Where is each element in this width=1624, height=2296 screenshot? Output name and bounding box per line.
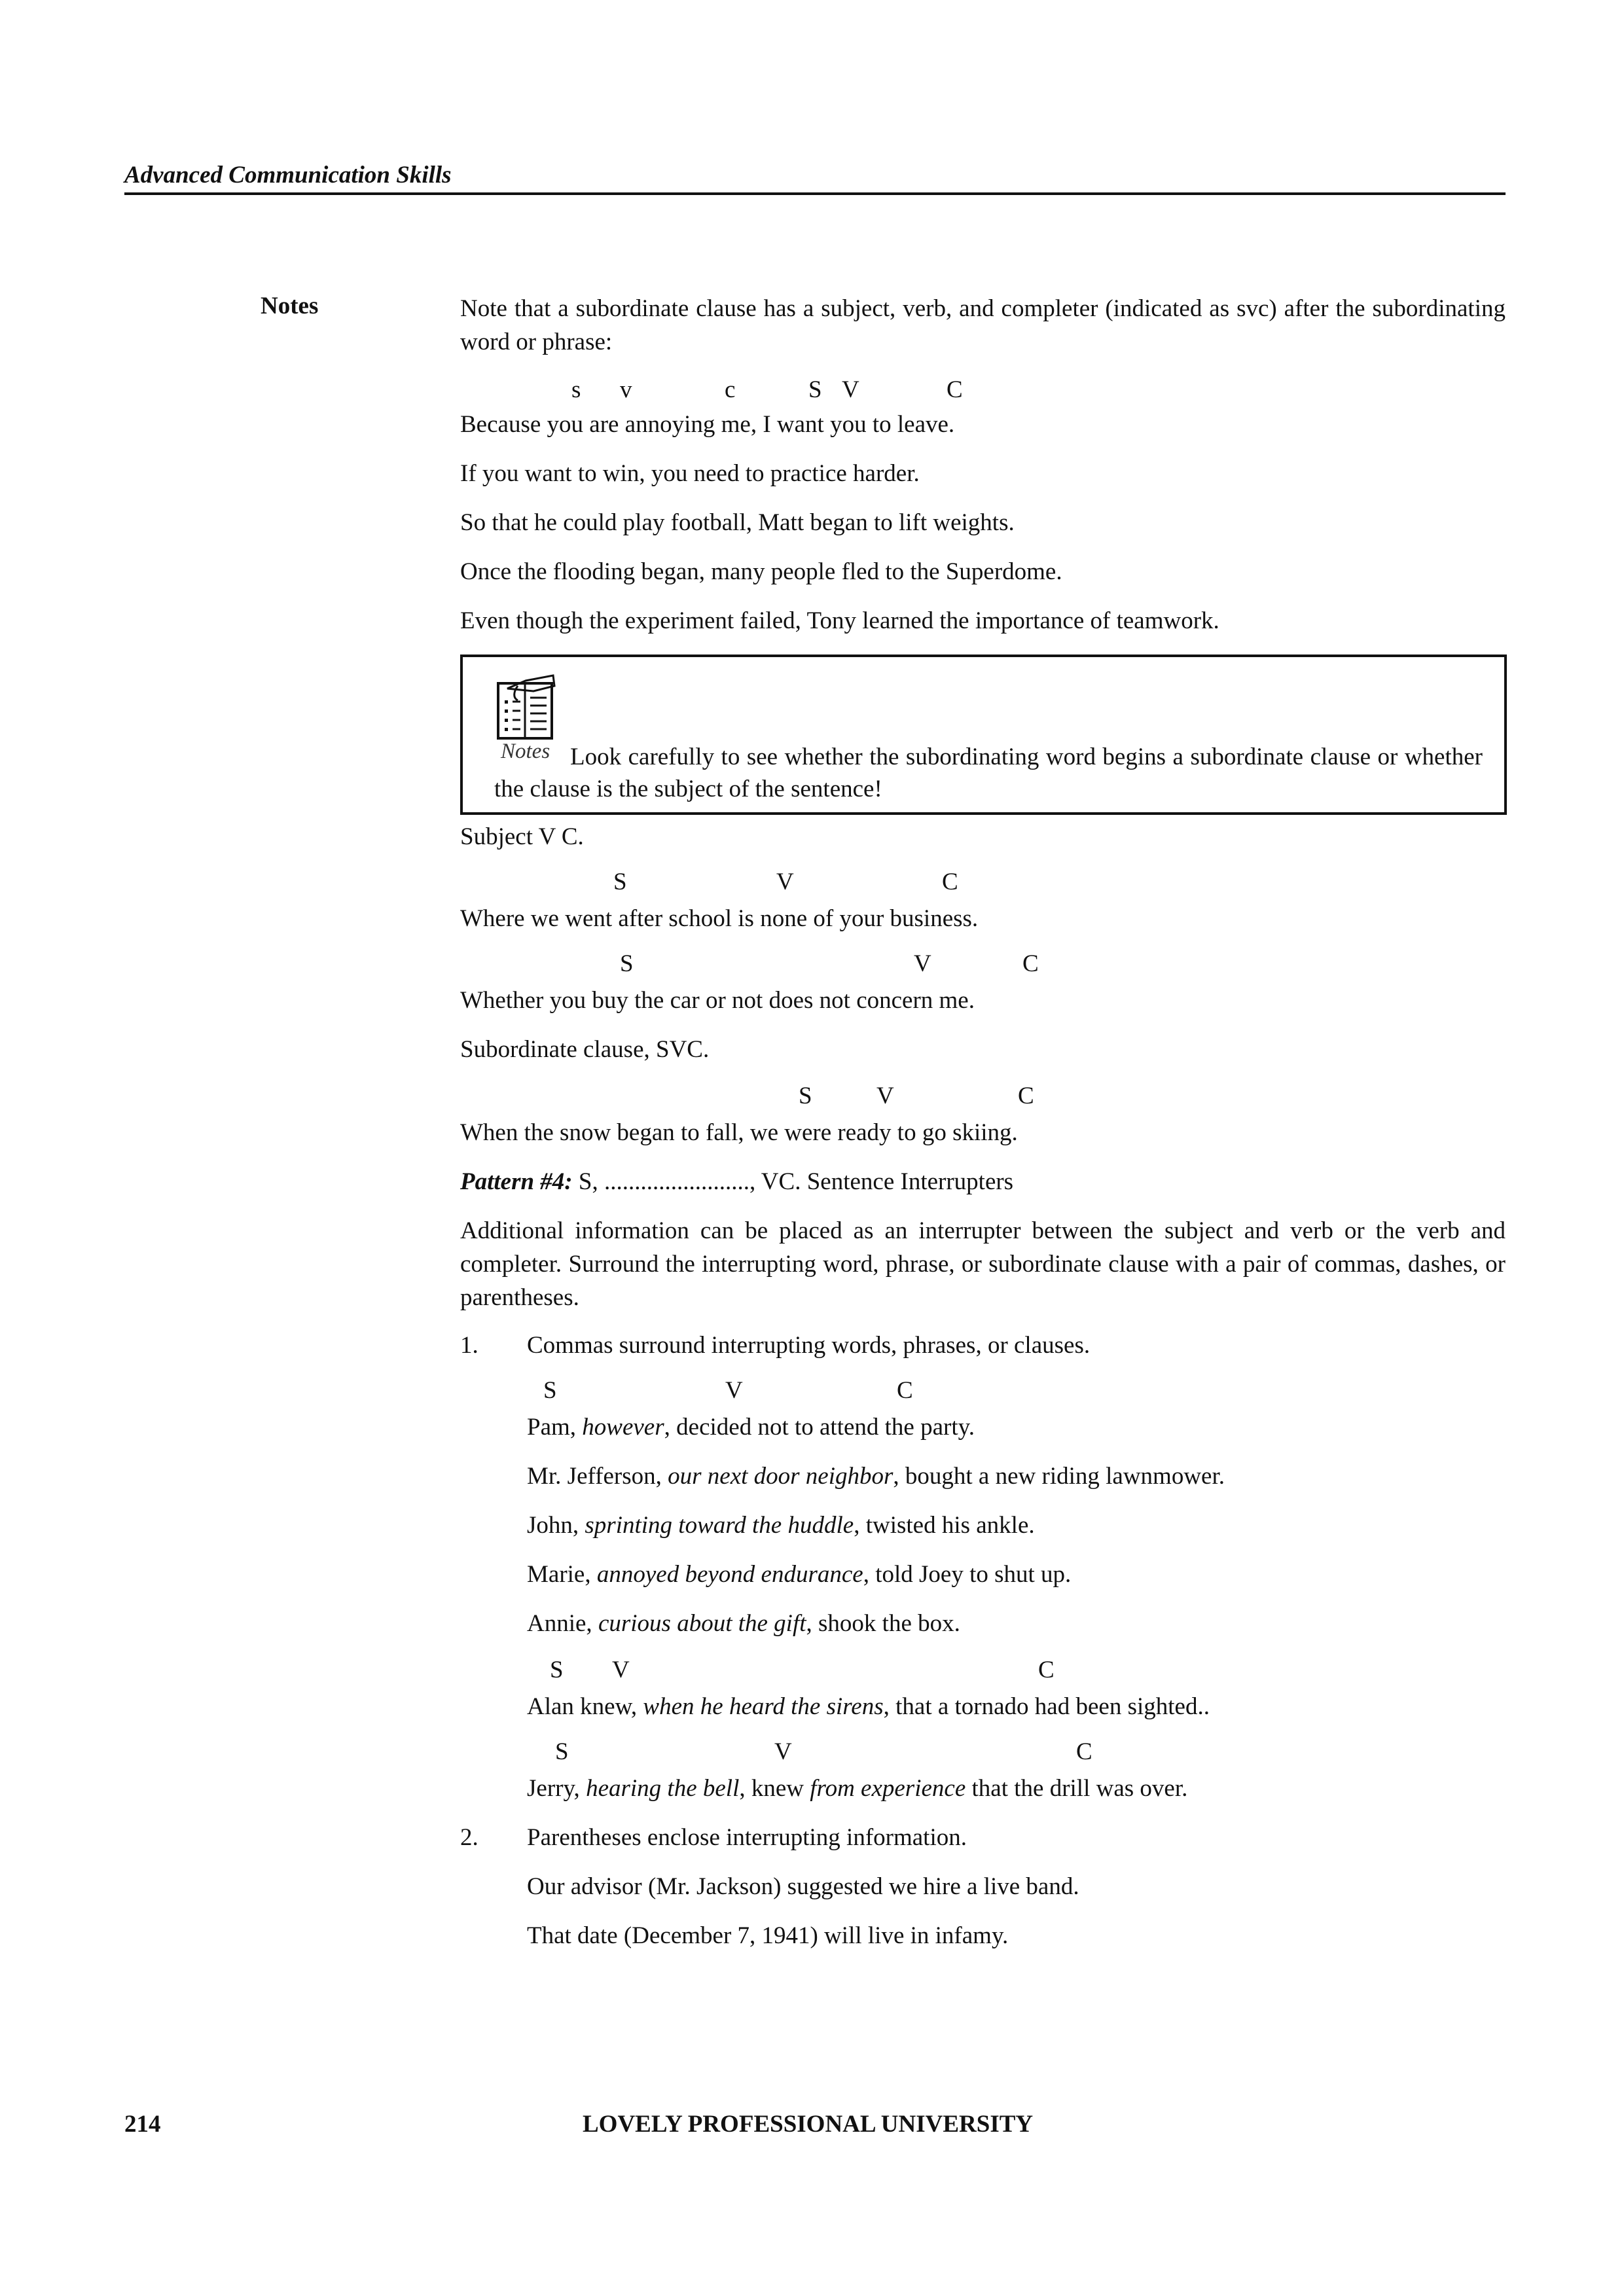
example-sentence: Once the flooding began, many people fled to the Superdome. [460, 558, 1062, 585]
mark-C: C [1076, 1738, 1092, 1765]
mark-S: S [613, 869, 627, 895]
example-sentence: Jerry, hearing the bell, knew from experience that the drill was over. [527, 1775, 1188, 1802]
mark-c: c [725, 376, 736, 403]
list-item-text: Parentheses enclose interrupting information. [527, 1824, 967, 1851]
list-number: 2. [460, 1824, 478, 1851]
mark-V: V [842, 376, 859, 403]
section-heading: Subordinate clause, SVC. [460, 1036, 710, 1063]
notes-book-icon [494, 672, 557, 741]
footer-university: LOVELY PROFESSIONAL UNIVERSITY [583, 2111, 1034, 2138]
page-number: 214 [124, 2111, 161, 2138]
example-sentence: Because you are annoying me, I want you to leave. [460, 411, 955, 438]
mark-S: S [550, 1657, 564, 1683]
mark-V: V [914, 950, 931, 977]
example-sentence: If you want to win, you need to practice harder. [460, 460, 920, 487]
mark-C: C [942, 869, 958, 895]
mark-V: V [725, 1377, 743, 1404]
mark-C: C [1022, 950, 1039, 977]
example-sentence: Whether you buy the car or not does not concern me. [460, 987, 975, 1014]
mark-C: C [897, 1377, 913, 1404]
mark-v: v [620, 376, 632, 403]
example-sentence: So that he could play football, Matt began to lift weights. [460, 509, 1015, 536]
header-rule [124, 192, 1506, 195]
mark-S: S [620, 950, 634, 977]
mark-C: C [947, 376, 963, 403]
example-sentence: Marie, annoyed beyond endurance, told Joey to shut up. [527, 1561, 1072, 1588]
mark-C: C [1038, 1657, 1055, 1683]
mark-S: S [543, 1377, 557, 1404]
mark-S: S [808, 376, 822, 403]
mark-C: C [1018, 1083, 1034, 1109]
mark-s: s [571, 376, 581, 403]
mark-S: S [555, 1738, 569, 1765]
example-sentence: When the snow began to fall, we were ready to go skiing. [460, 1119, 1018, 1146]
example-sentence: Where we went after school is none of your business. [460, 905, 979, 932]
list-number: 1. [460, 1332, 478, 1359]
intro-paragraph: Note that a subordinate clause has a subject, verb, and completer (indicated as svc) after the subordinating word or phrase: [460, 295, 1506, 355]
mark-V: V [774, 1738, 792, 1765]
list-item-text: Commas surround interrupting words, phrases, or clauses. [527, 1332, 1091, 1359]
example-sentence: Mr. Jefferson, our next door neighbor, bought a new riding lawnmower. [527, 1463, 1225, 1490]
section-heading: Subject V C. [460, 823, 584, 850]
mark-V: V [876, 1083, 894, 1109]
notes-icon-label: Notes [501, 740, 550, 763]
mark-V: V [612, 1657, 630, 1683]
note-text: Look carefully to see whether the subordinating word begins a subordinate clause or whether the clause is the subject of the sentence! [494, 744, 1483, 802]
pattern-4-line [460, 1165, 1013, 1198]
note-box [460, 655, 1507, 815]
pattern-4-label: Pattern #4: [460, 1168, 573, 1195]
example-sentence: Even though the experiment failed, Tony learned the importance of teamwork. [460, 607, 1219, 634]
margin-notes-label: Notes [261, 293, 319, 319]
example-sentence: That date (December 7, 1941) will live in infamy. [527, 1922, 1009, 1949]
additional-paragraph: Additional information can be placed as an interrupter between the subject and verb or the verb and completer. Surround the interrupting word, phrase, or subordinate clause with a pair of commas, dashes, or parentheses. [460, 1217, 1506, 1311]
example-sentence: John, sprinting toward the huddle, twisted his ankle. [527, 1512, 1035, 1539]
example-sentence: Annie, curious about the gift, shook the box. [527, 1610, 960, 1637]
pattern-4-text: S, ........................, VC. Sentence Interrupters [572, 1168, 1014, 1195]
example-sentence: Our advisor (Mr. Jackson) suggested we hire a live band. [527, 1873, 1079, 1900]
mark-V: V [776, 869, 794, 895]
running-header-title: Advanced Communication Skills [124, 162, 452, 188]
example-sentence: Alan knew, when he heard the sirens, that a tornado had been sighted.. [527, 1693, 1210, 1720]
example-sentence: Pam, however, decided not to attend the party. [527, 1414, 975, 1441]
mark-S: S [799, 1083, 812, 1109]
